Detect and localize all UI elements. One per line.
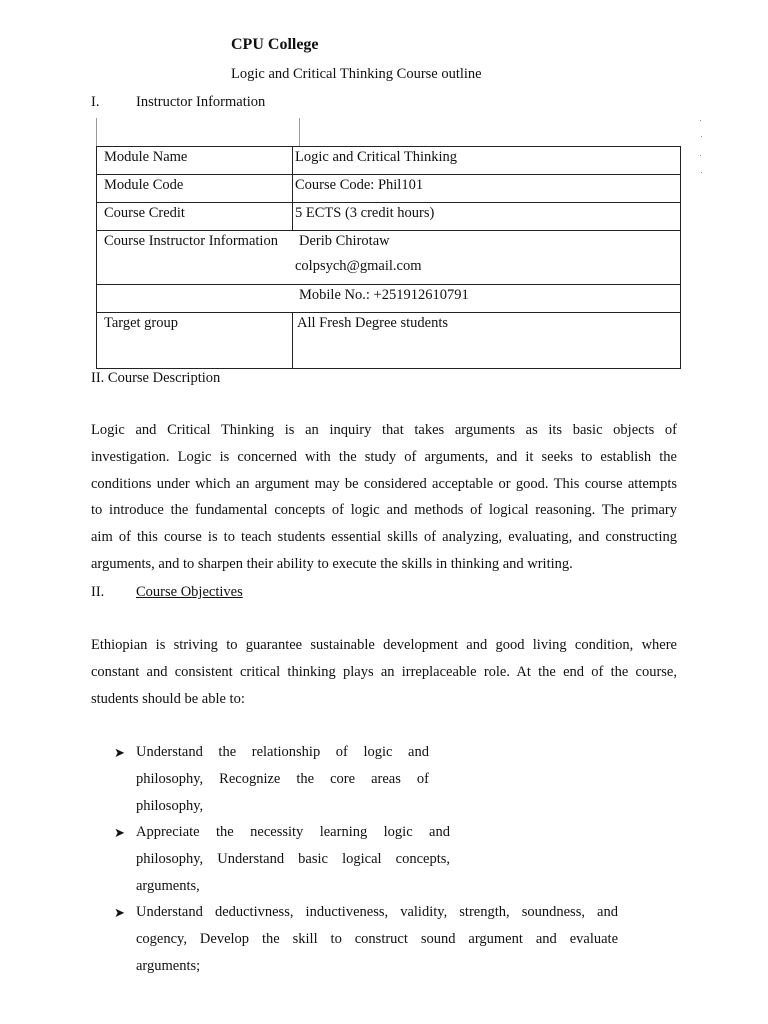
section-3-number: II. [91,584,105,600]
instructor-info-table [96,146,681,369]
table-stub-line [96,118,97,146]
table-cell-value: 5 ECTS (3 credit hours) [292,203,680,231]
table-row [97,230,680,285]
objective-item: Understand deductivness, inductiveness, validity, strength, soundness, and cogency, Develop the skill to construct sound argument and evaluate arguments; [136,904,618,974]
section-3-title: Course Objectives [136,584,243,600]
table-cell-label: Target group [104,315,179,331]
table-cell-label [97,285,292,313]
table-cell-label: Module Code [104,177,184,193]
table-row [97,146,680,175]
arrow-bullet-icon: ➤ [114,825,125,840]
table-cell-value: All Fresh Degree students [292,313,680,369]
table-row [97,284,680,313]
objective-item: Appreciate the necessity learning logic and philosophy, Understand basic logical concepts, arguments, [136,824,450,894]
scan-speck [701,172,702,173]
scan-speck [700,120,701,121]
course-description: Logic and Critical Thinking is an inquiry that takes arguments as its basic objects of investigation. Logic is concerned with the study of arguments, and it seeks to establish the conditions under which an argument may be considered acceptable or good. This course attempts to introduce the fundamental concepts of logic and methods of logical reasoning. The primary aim of this course is to teach students essential skills of analyzing, evaluating, and constructing arguments, and to sharpen their ability to execute the skills in thinking and writing. [91,422,677,572]
objective-item: Understand the relationship of logic and philosophy, Recognize the core areas of philosophy, [136,744,429,814]
table-row [97,312,680,369]
table-stub-line [299,118,300,146]
instructor-name: Derib Chirotaw [299,233,390,249]
scan-speck [700,155,701,156]
course-outline-subtitle: Logic and Critical Thinking Course outline [231,66,482,82]
scan-speck [701,136,702,137]
table-cell-value: Logic and Critical Thinking [292,147,680,175]
arrow-bullet-icon: ➤ [114,905,125,920]
table-cell-value: Mobile No.: +251912610791 [299,287,469,303]
table-cell-value [292,231,680,285]
section-1-title: Instructor Information [136,94,266,110]
arrow-bullet-icon: ➤ [114,745,125,760]
table-cell-value: Course Code: Phil101 [292,175,680,203]
table-row [97,174,680,203]
section-2-title: II. Course Description [91,370,221,386]
table-row [97,202,680,231]
instructor-email: colpsych@gmail.com [295,258,422,274]
college-title: CPU College [231,36,319,53]
course-objectives-intro: Ethiopian is striving to guarantee sustainable development and good living condition, where constant and consistent critical thinking plays an irreplaceable role. At the end of the course, students should be able to: [91,637,677,707]
table-cell-label: Course Credit [104,205,185,221]
table-cell-label: Course Instructor Information [104,233,278,249]
section-1-number: I. [91,94,100,110]
table-cell-label: Module Name [104,149,188,165]
